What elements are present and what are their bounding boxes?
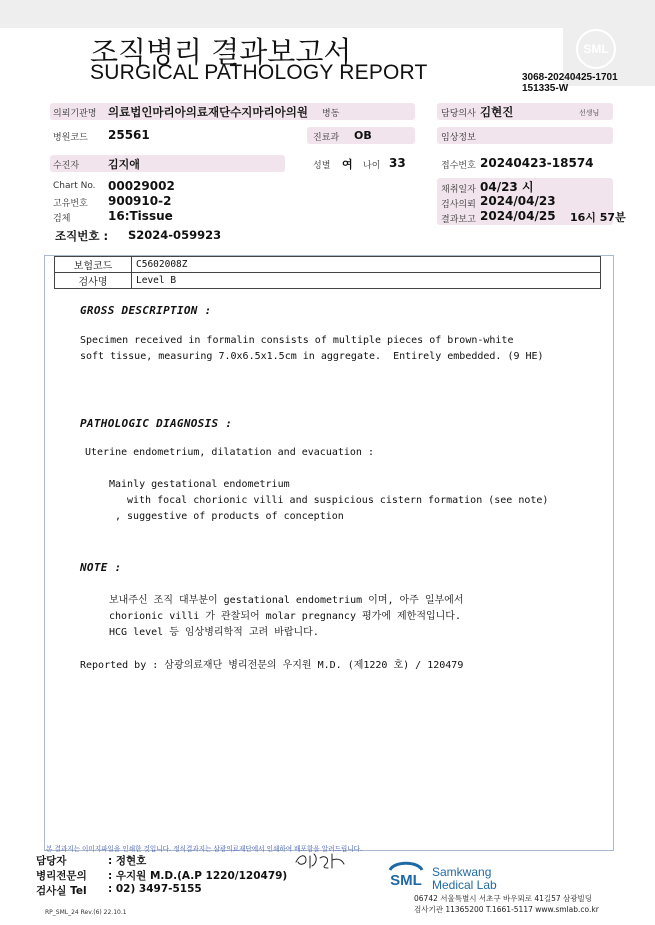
test-name-label: 검사명 [55, 273, 132, 289]
sex-value: 여 [342, 158, 353, 171]
request-label: 검사의뢰 [441, 200, 476, 210]
unique-no-value: 900910-2 [108, 194, 172, 208]
lab-tel-label: 검사실 Tel [36, 885, 87, 897]
company-address [414, 893, 599, 915]
patient-row-bg [50, 155, 285, 172]
tissue-no-label: 조직번호 : [55, 229, 109, 243]
pathologist-label: 병리전문의 [36, 870, 87, 882]
report-time-value: 16시 57분 [570, 211, 626, 224]
table-row [55, 257, 601, 273]
collection-label: 채취일자 [441, 185, 476, 195]
sml-footer-logo [384, 858, 428, 892]
sex-label: 성별 [313, 161, 331, 171]
insurance-code-value: C5602008Z [132, 257, 601, 273]
test-code-table [54, 256, 601, 289]
specimen-value: 16:Tissue [108, 209, 173, 223]
report-date-value: 2024/04/25 [480, 209, 556, 223]
manager-label: 담당자 [36, 855, 67, 867]
address-line1: 06742 서울특별시 서초구 바우뫼로 41길57 삼광빌딩 [414, 894, 593, 903]
address-line2: 검사기관 11365200 T.1661-5117 www.smlab.co.kr [414, 905, 599, 914]
diagnosis-line4: , suggestive of products of conception [115, 511, 344, 522]
sml-footer-logo-text: SML [390, 872, 422, 889]
chart-no-label: Chart No. [53, 181, 96, 191]
collection-value: 04/23 시 [480, 180, 534, 194]
diagnosis-line3: with focal chorionic villi and suspicious cistern formation (see note) [127, 495, 549, 506]
clinical-info-label: 임상정보 [441, 133, 476, 143]
accession-label: 접수번호 [441, 161, 476, 171]
table-row [55, 273, 601, 289]
document-id-line2: 151335-W [522, 83, 569, 94]
attending-suffix: 선생님 [579, 109, 600, 117]
tissue-no-value: S2024-059923 [128, 228, 222, 242]
chart-no-value: 00029002 [108, 179, 175, 193]
patient-name-value: 김지애 [108, 158, 140, 171]
pathologist-value: : 우지원 M.D.(A.P 1220/120479) [108, 870, 288, 882]
lab-tel-value: : 02) 3497-5155 [108, 883, 202, 895]
note-line2: chorionic villi 가 관찰되어 molar pregnancy 평가에 제한적입니다. [109, 611, 461, 622]
document-id-line1: 3068-20240425-1701 [522, 72, 618, 83]
document-id [522, 72, 618, 94]
gross-description-line1: Specimen received in formalin consists of multiple pieces of brown-white [80, 335, 514, 346]
unique-no-label: 고유번호 [53, 199, 88, 209]
age-label: 나이 [363, 161, 381, 171]
company-name-line1: Samkwang [432, 865, 492, 879]
institution-value: 의료법인마리아의료재단수지마리아의원 [108, 105, 308, 119]
hospital-code-value: 25561 [108, 128, 150, 142]
age-value: 33 [389, 156, 406, 170]
reported-by: Reported by : 삼광의료재단 병리전문의 우지원 M.D. (제1220 호) / 120479 [80, 660, 464, 671]
gross-description-heading: GROSS DESCRIPTION : [80, 304, 212, 317]
diagnosis-heading: PATHOLOGIC DIAGNOSIS : [80, 417, 233, 430]
hospital-code-label: 병원코드 [53, 133, 88, 143]
sml-logo: SML [576, 29, 616, 69]
accession-value: 20240423-18574 [480, 156, 594, 170]
gross-description-line2: soft tissue, measuring 7.0x6.5x1.5cm in aggregate. Entirely embedded. (9 HE) [80, 351, 544, 362]
test-name-value: Level B [132, 273, 601, 289]
company-name [432, 866, 497, 892]
report-title-korean: 조직병리 결과보고서 [90, 35, 352, 69]
request-value: 2024/04/23 [480, 194, 556, 208]
department-label: 진료과 [313, 133, 340, 143]
ward-label: 병동 [322, 109, 340, 119]
report-title-english: SURGICAL PATHOLOGY REPORT [90, 61, 428, 84]
note-line3: HCG level 등 임상병리학적 고려 바랍니다. [109, 627, 319, 638]
patient-name-label: 수진자 [53, 161, 80, 171]
manager-value: : 정현호 [108, 855, 147, 867]
diagnosis-line1: Uterine endometrium, dilatation and evacuation : [85, 447, 374, 458]
institution-label: 의뢰기관명 [53, 109, 97, 119]
department-value: OB [354, 129, 372, 142]
insurance-code-label: 보험코드 [55, 257, 132, 273]
attending-label: 담당의사 [441, 109, 476, 119]
specimen-label: 검체 [53, 214, 71, 224]
print-notice: 본 결과지는 이미지파일을 인쇄한 것입니다. 정식결과지는 삼광의료재단에서 인쇄하여 배포함을 알려드립니다. [46, 845, 363, 853]
note-heading: NOTE : [80, 561, 122, 574]
report-label: 결과보고 [441, 215, 476, 225]
company-name-line2: Medical Lab [432, 878, 497, 892]
form-code: RP_SML_24 Rev.(6) 22.10.1 [45, 909, 127, 916]
diagnosis-line2: Mainly gestational endometrium [109, 479, 290, 490]
note-line1: 보내주신 조직 대부분이 gestational endometrium 이며, 아주 일부에서 [109, 595, 464, 606]
attending-value: 김현진 [480, 105, 514, 119]
pathologist-signature [292, 848, 348, 872]
